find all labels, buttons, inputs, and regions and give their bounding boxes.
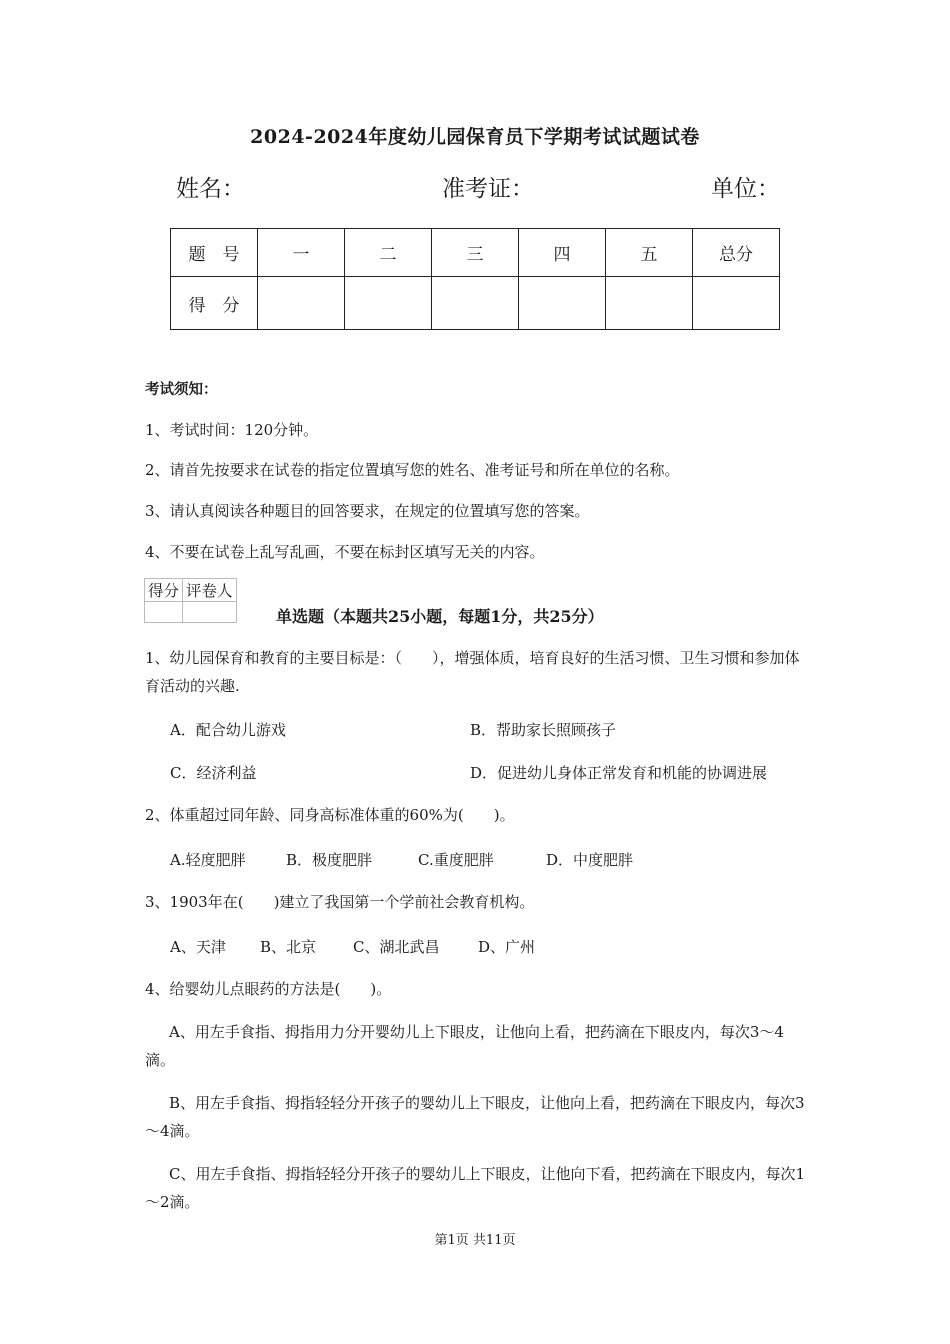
exam-id-label: 准考证：: [442, 176, 534, 202]
score-table-score-row: [171, 277, 780, 330]
score-cell[interactable]: [606, 277, 693, 330]
question-4-option-a: A、用左手食指、拇指用力分开婴幼儿上下眼皮，让他向上看，把药滴在下眼皮内，每次3～4滴。: [145, 1023, 784, 1069]
question-3-option-b: B、北京: [260, 938, 317, 956]
score-cell[interactable]: [345, 277, 432, 330]
question-2-option-b: B．极度肥胖: [286, 851, 373, 869]
notice-item: 2、请首先按要求在试卷的指定位置填写您的姓名、准考证号和所在单位的名称。: [145, 461, 680, 479]
score-table-header-cell: 总分: [693, 229, 780, 277]
grader-score-label: 得分: [145, 579, 183, 602]
question-1-option-a: A．配合幼儿游戏: [170, 721, 286, 739]
question-4-option-b: B、用左手食指、拇指轻轻分开孩子的婴幼儿上下眼皮，让他向上看，把药滴在下眼皮内，每次3～4滴。: [145, 1094, 805, 1140]
question-3-option-d: D、广州: [478, 938, 536, 956]
score-table-header-cell: 四: [519, 229, 606, 277]
question-3-option-c: C、湖北武昌: [353, 938, 440, 956]
question-1-option-c: C．经济利益: [170, 764, 257, 782]
question-1-stem: 1、幼儿园保育和教育的主要目标是：（ ），增强体质，培育良好的生活习惯、卫生习惯和参加体育活动的兴趣.: [145, 649, 800, 695]
score-table-header-cell: 二: [345, 229, 432, 277]
question-2-stem: 2、体重超过同年龄、同身高标准体重的60%为( )。: [145, 806, 515, 824]
score-table-header-row: [171, 229, 780, 277]
name-label: 姓名：: [176, 176, 245, 202]
score-cell[interactable]: [432, 277, 519, 330]
question-2-option-a: A.轻度肥胖: [170, 851, 246, 869]
score-cell[interactable]: [519, 277, 606, 330]
notice-item: 3、请认真阅读各种题目的回答要求，在规定的位置填写您的答案。: [145, 502, 590, 520]
grader-box: [144, 578, 237, 623]
question-3-option-a: A、天津: [170, 938, 226, 956]
score-table-header-cell: 题 号: [171, 229, 258, 277]
score-cell[interactable]: [693, 277, 780, 330]
candidate-info-row: [176, 170, 786, 206]
question-2-option-d: D．中度肥胖: [546, 851, 634, 869]
question-1-option-b: B．帮助家长照顾孩子: [470, 721, 617, 739]
notice-heading: 考试须知：: [145, 381, 218, 398]
question-1-option-d: D．促进幼儿身体正常发育和机能的协调进展: [470, 764, 768, 782]
question-2-option-c: C.重度肥胖: [418, 851, 494, 869]
unit-label: 单位：: [711, 176, 780, 202]
score-table: [170, 228, 780, 330]
section-heading: 单选题（本题共25小题，每题1分，共25分）: [276, 607, 604, 626]
grader-reviewer-cell[interactable]: [183, 602, 237, 623]
score-row-label: 得 分: [171, 277, 258, 330]
page-footer: 第1页 共11页: [434, 1233, 516, 1248]
score-cell[interactable]: [258, 277, 345, 330]
question-3-stem: 3、1903年在( )建立了我国第一个学前社会教育机构。: [145, 893, 535, 911]
page-title: 2024-2024年度幼儿园保育员下学期考试试题试卷: [250, 126, 700, 148]
grader-reviewer-label: 评卷人: [183, 579, 237, 602]
question-4-option-c: C、用左手食指、拇指轻轻分开孩子的婴幼儿上下眼皮，让他向下看，把药滴在下眼皮内，每次1～2滴。: [145, 1165, 806, 1211]
score-table-header-cell: 五: [606, 229, 693, 277]
notice-item: 1、考试时间：120分钟。: [145, 421, 319, 439]
score-table-header-cell: 三: [432, 229, 519, 277]
grader-score-cell[interactable]: [145, 602, 183, 623]
question-4-stem: 4、给婴幼儿点眼药的方法是( )。: [145, 980, 392, 998]
notice-item: 4、不要在试卷上乱写乱画，不要在标封区填写无关的内容。: [145, 543, 545, 561]
score-table-header-cell: 一: [258, 229, 345, 277]
